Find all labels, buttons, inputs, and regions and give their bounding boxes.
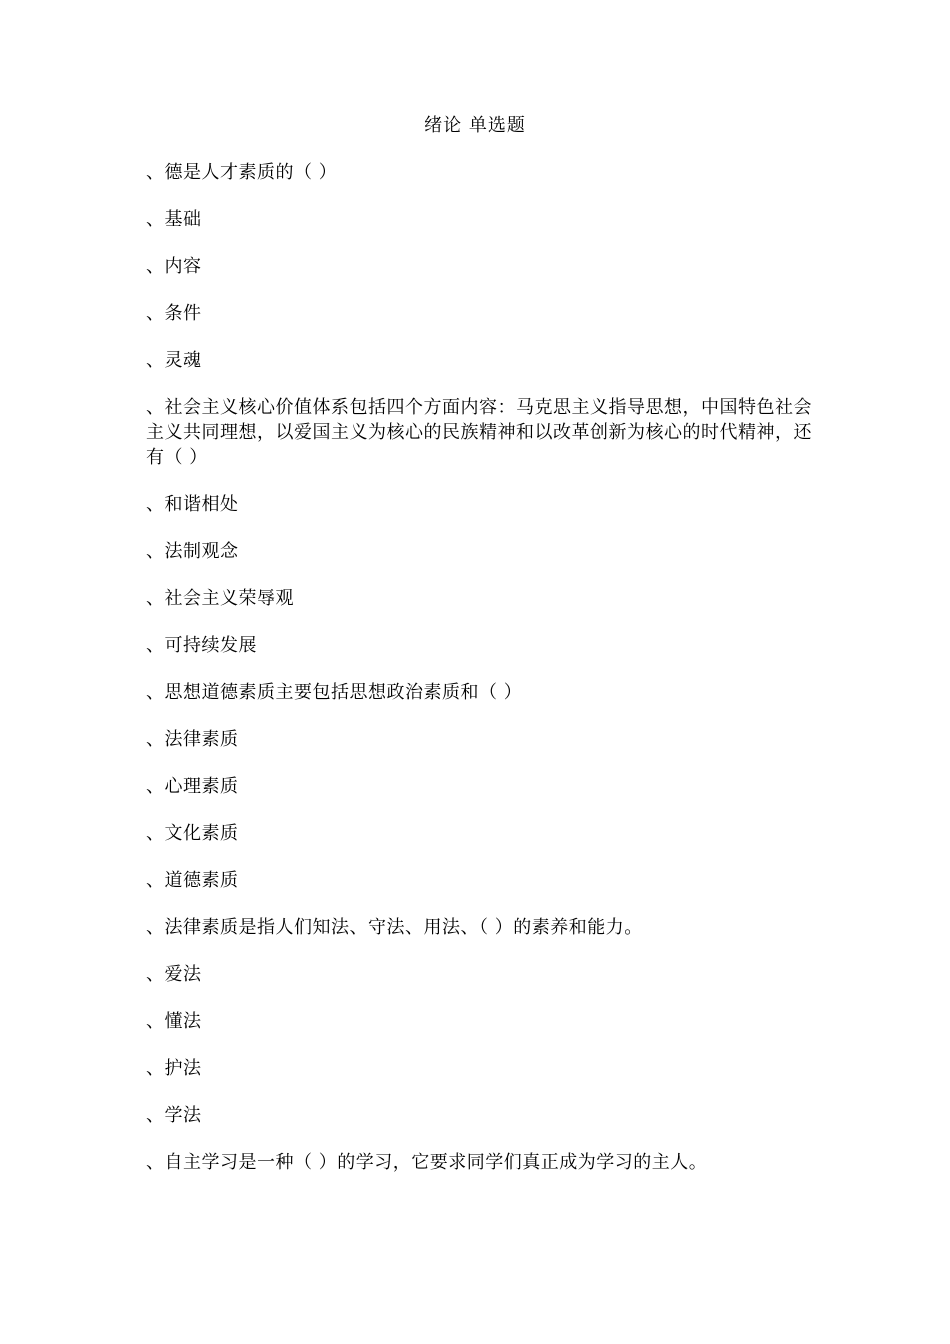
question-text: 、自主学习是一种（ ）的学习，它要求同学们真正成为学习的主人。	[146, 1152, 708, 1173]
option-text: 、心理素质	[146, 776, 239, 797]
option-text: 、可持续发展	[146, 635, 257, 656]
question-text: 、德是人才素质的（ ）	[146, 162, 338, 183]
option-text: 、法制观念	[146, 541, 239, 562]
option-text: 、学法	[146, 1105, 202, 1126]
option-text: 、懂法	[146, 1011, 202, 1032]
option-text: 、文化素质	[146, 823, 239, 844]
option-text: 、和谐相处	[146, 494, 239, 515]
option-text: 、道德素质	[146, 870, 239, 891]
option-text: 、爱法	[146, 964, 202, 985]
question-text: 、法律素质是指人们知法、守法、用法、（ ）的素养和能力。	[146, 917, 643, 938]
option-text: 、内容	[146, 256, 202, 277]
option-text: 、基础	[146, 209, 202, 230]
option-text: 、护法	[146, 1058, 202, 1079]
question-text: 、思想道德素质主要包括思想政治素质和（ ）	[146, 682, 523, 703]
option-text: 、灵魂	[146, 350, 202, 371]
question-list	[146, 160, 816, 1197]
page-title: 绪论 单选题	[424, 115, 526, 136]
option-text: 、社会主义荣辱观	[146, 588, 294, 609]
option-text: 、法律素质	[146, 729, 239, 750]
option-text: 、条件	[146, 303, 202, 324]
question-text: 、社会主义核心价值体系包括四个方面内容：马克思主义指导思想，中国特色社会主义共同理想，以爱国主义为核心的民族精神和以改革创新为核心的时代精神，还有（ ）	[146, 397, 812, 468]
